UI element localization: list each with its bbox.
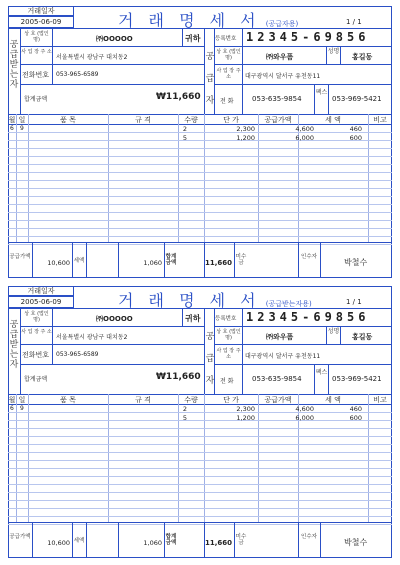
table-grid-line (8, 228, 392, 229)
supplier-side-char: 급 (205, 74, 215, 84)
row-tax: 460 (349, 125, 362, 133)
row-day: 9 (20, 405, 24, 412)
row-qty: 5 (182, 134, 188, 142)
table-grid-line (8, 500, 392, 501)
table-header-cell: 일 (18, 116, 26, 124)
supplier-reg-number: 12345-69856 (246, 30, 370, 44)
date-cell (8, 296, 74, 308)
table-grid-line (8, 188, 392, 189)
recipient-phone: 053-965-6589 (56, 71, 99, 78)
row-month: 6 (10, 125, 14, 132)
row-price: 2,300 (236, 405, 255, 413)
supplier-fax-label: 팩스 (315, 89, 328, 96)
table-header-cell: 공급가액 (264, 116, 292, 124)
recipient-honorific: 귀하 (185, 314, 201, 323)
supplier-rep: 홍길동 (352, 333, 373, 341)
recipient-phone-label: 전화번호 (22, 71, 50, 79)
supplier-reg-number: 12345-69856 (246, 310, 370, 324)
supplier-phone: 053-635-9854 (252, 375, 302, 383)
supplier-fax-label: 팩스 (315, 369, 328, 376)
supplier-side-char: 공 (205, 52, 215, 62)
recipient-side-char: 공 (9, 40, 19, 50)
footer-sum-label: 합계금액 (165, 254, 177, 266)
supplier-rep-label: 성명 (327, 48, 340, 55)
footer-receiver: 박철수 (344, 258, 368, 267)
table-grid-line (8, 180, 392, 181)
table-row (8, 405, 392, 413)
row-month: 6 (10, 405, 14, 412)
footer-supply-label: 공급가액 (9, 254, 31, 260)
table-grid-line (8, 164, 392, 165)
supplier-side-char: 공 (205, 332, 215, 342)
table-header-cell: 비고 (373, 396, 387, 404)
table-header-cell: 세 액 (325, 116, 341, 124)
table-header-cell: 품 목 (60, 116, 76, 124)
table-grid-line (8, 172, 392, 173)
date-label: 거래일자 (27, 287, 55, 295)
date-value: 2005-06-09 (20, 18, 62, 26)
supplier-name: ㈜와우폼 (266, 333, 294, 341)
supplier-phone-label: 전 화 (220, 98, 234, 105)
table-header-cell: 공급가액 (264, 396, 292, 404)
table-grid-line (8, 236, 392, 237)
row-qty: 2 (182, 405, 188, 413)
recipient-address-label: 사 업 장 주 소 (21, 49, 52, 55)
table-header-cell: 단 가 (223, 116, 239, 124)
recipient-total-label: 합계금액 (24, 96, 48, 103)
supplier-address-label: 사 업 장 주 소 (216, 348, 241, 360)
supplier-address: 대구광역시 달서구 유천동11 (245, 73, 321, 80)
date-value: 2005-06-09 (20, 298, 62, 306)
recipient-side-char: 급 (9, 330, 19, 340)
row-qty: 2 (182, 125, 188, 133)
recipient-side-char: 급 (9, 50, 19, 60)
table-header-cell: 규 격 (135, 116, 151, 124)
table-header-cell: 수량 (184, 116, 198, 124)
table-grid-line (8, 204, 392, 205)
footer-receiver-label: 인수자 (301, 254, 317, 260)
row-supply: 6,000 (295, 414, 314, 422)
supplier-reg-label: 등록번호 (215, 316, 237, 322)
recipient-honorific: 귀하 (185, 34, 201, 43)
supplier-phone: 053-635-9854 (252, 95, 302, 103)
table-grid-line (8, 436, 392, 437)
supplier-side-char: 자 (205, 376, 215, 386)
divider (8, 28, 392, 29)
recipient-side-char: 받 (9, 340, 19, 350)
table-header-cell: 월 (8, 116, 16, 124)
table-grid-line (8, 484, 392, 485)
row-tax: 600 (349, 134, 362, 142)
recipient-phone-label: 전화번호 (22, 351, 50, 359)
table-header-cell: 월 (8, 396, 16, 404)
recipient-address: 서울특별시 광남구 대치동2 (56, 334, 128, 341)
recipient-side-char: 공 (9, 320, 19, 330)
table-grid-line (8, 492, 392, 493)
title-text: 거 래 명 세 서 (118, 11, 261, 30)
page-indicator: 1 / 1 (346, 18, 362, 26)
table-grid-line (8, 212, 392, 213)
supplier-rep-label: 성명 (327, 328, 340, 335)
table-grid-line (8, 220, 392, 221)
table-grid-line (8, 444, 392, 445)
footer-supply-total: 10,600 (47, 259, 70, 267)
recipient-name-label: 상 호 (법인명) (24, 311, 49, 323)
recipient-total: ₩11,660 (156, 92, 201, 102)
invoice-form-2 (8, 286, 392, 558)
table-grid-line (8, 428, 392, 429)
supplier-fax: 053-969-5421 (332, 95, 382, 103)
footer-sum-total: 11,660 (204, 539, 232, 547)
footer-tax-label: 세액 (73, 538, 85, 544)
recipient-phone: 053-965-6589 (56, 351, 99, 358)
title-text: 거 래 명 세 서 (118, 291, 261, 310)
date-cell (8, 16, 74, 28)
footer-tax-total: 1,060 (143, 259, 162, 267)
row-price: 2,300 (236, 125, 255, 133)
supplier-name-label: 상 호 (법인명) (216, 329, 241, 341)
footer-unpaid-label: 미수금 (235, 534, 247, 546)
invoice-form-1 (8, 6, 392, 278)
footer-receiver-label: 인수자 (301, 534, 317, 540)
recipient-side-char: 자 (9, 80, 19, 90)
recipient-side-char: 는 (9, 70, 19, 80)
date-label: 거래일자 (27, 7, 55, 15)
table-grid-line (8, 452, 392, 453)
table-grid-line (8, 196, 392, 197)
recipient-side-char: 자 (9, 360, 19, 370)
row-price: 1,200 (236, 414, 255, 422)
footer-sum-total: 11,660 (204, 259, 232, 267)
row-day: 9 (20, 125, 24, 132)
supplier-side-label (205, 52, 215, 118)
supplier-phone-label: 전 화 (220, 378, 234, 385)
title-subtitle: (공급받는자용) (265, 300, 312, 308)
recipient-side-label (9, 320, 19, 370)
recipient-total-label: 합계금액 (24, 376, 48, 383)
supplier-address: 대구광역시 달서구 유천동11 (245, 353, 321, 360)
table-header-cell: 세 액 (325, 396, 341, 404)
supplier-name-label: 상 호 (법인명) (216, 49, 241, 61)
date-label-cell (8, 286, 74, 296)
supplier-rep: 홍길동 (352, 53, 373, 61)
table-header-cell: 품 목 (60, 396, 76, 404)
recipient-side-char: 는 (9, 350, 19, 360)
footer-supply-total: 10,600 (47, 539, 70, 547)
table-grid-line (8, 524, 392, 525)
footer-sum-label: 합계금액 (165, 534, 177, 546)
table-grid-line (8, 148, 392, 149)
row-supply: 4,600 (295, 125, 314, 133)
recipient-address: 서울특별시 광남구 대치동2 (56, 54, 128, 61)
table-header-cell: 규 격 (135, 396, 151, 404)
table-grid-line (8, 460, 392, 461)
date-label-cell (8, 6, 74, 16)
table-grid-line (8, 156, 392, 157)
table-header-cell: 단 가 (223, 396, 239, 404)
row-tax: 460 (349, 405, 362, 413)
recipient-side-label (9, 40, 19, 90)
table-row (8, 125, 392, 133)
row-supply: 4,600 (295, 405, 314, 413)
supplier-reg-label: 등록번호 (215, 36, 237, 42)
page-indicator: 1 / 1 (346, 298, 362, 306)
table-grid-line (8, 476, 392, 477)
supplier-name: ㈜와우폼 (266, 53, 294, 61)
divider (8, 308, 392, 309)
recipient-side-char: 받 (9, 60, 19, 70)
row-tax: 600 (349, 414, 362, 422)
supplier-side-char: 자 (205, 96, 215, 106)
supplier-fax: 053-969-5421 (332, 375, 382, 383)
table-row (8, 414, 392, 422)
table-grid-line (8, 244, 392, 245)
table-header-cell: 수량 (184, 396, 198, 404)
footer-unpaid-label: 미수금 (235, 254, 247, 266)
table-header-cell: 비고 (373, 116, 387, 124)
recipient-address-label: 사 업 장 주 소 (21, 329, 52, 335)
table-grid-line (8, 508, 392, 509)
row-qty: 5 (182, 414, 188, 422)
table-row (8, 134, 392, 142)
row-price: 1,200 (236, 134, 255, 142)
recipient-name: ㈜OOOOO (96, 35, 133, 43)
footer-tax-total: 1,060 (143, 539, 162, 547)
row-supply: 6,000 (295, 134, 314, 142)
supplier-address-label: 사 업 장 주 소 (216, 68, 241, 80)
supplier-side-char: 급 (205, 354, 215, 364)
table-grid-line (8, 468, 392, 469)
recipient-name-label: 상 호 (법인명) (24, 31, 49, 43)
recipient-name: ㈜OOOOO (96, 315, 133, 323)
table-grid-line (8, 516, 392, 517)
supplier-side-label (205, 332, 215, 398)
footer-tax-label: 세액 (73, 258, 85, 264)
title-subtitle: (공급자용) (265, 20, 299, 28)
table-header-cell: 일 (18, 396, 26, 404)
footer-supply-label: 공급가액 (9, 534, 31, 540)
recipient-total: ₩11,660 (156, 372, 201, 382)
footer-receiver: 박철수 (344, 538, 368, 547)
